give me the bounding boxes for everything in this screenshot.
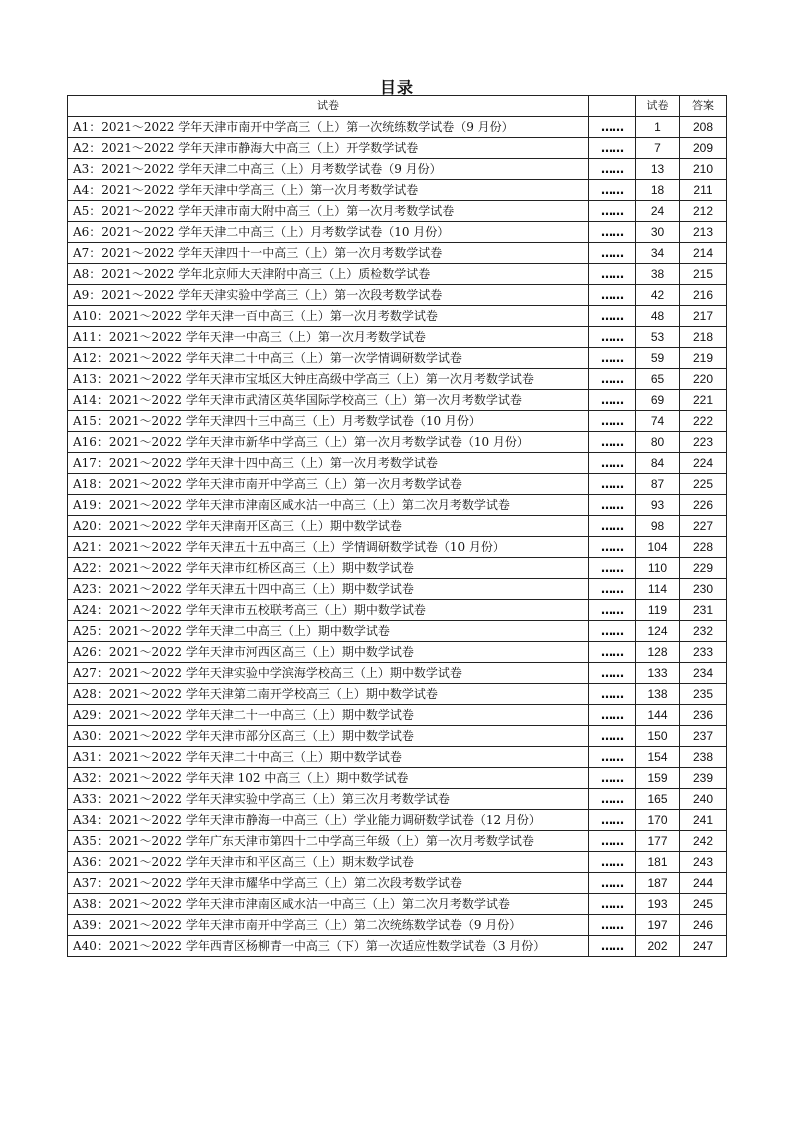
toc-answer-page: 231: [680, 600, 727, 621]
toc-entry-title: A26：2021～2022 学年天津市河西区高三（上）期中数学试卷: [68, 642, 589, 663]
toc-paper-page: 80: [636, 432, 680, 453]
toc-answer-page: 224: [680, 453, 727, 474]
toc-paper-page: 87: [636, 474, 680, 495]
toc-leader-dots: ……: [589, 390, 636, 411]
toc-row[interactable]: [68, 642, 727, 663]
toc-entry-title: A14：2021～2022 学年天津市武清区英华国际学校高三（上）第一次月考数学试卷: [68, 390, 589, 411]
toc-entry-title: A24：2021～2022 学年天津市五校联考高三（上）期中数学试卷: [68, 600, 589, 621]
toc-row[interactable]: [68, 432, 727, 453]
toc-leader-dots: ……: [589, 348, 636, 369]
toc-entry-title: A11：2021～2022 学年天津一中高三（上）第一次月考数学试卷: [68, 327, 589, 348]
toc-row[interactable]: [68, 852, 727, 873]
toc-paper-page: 114: [636, 579, 680, 600]
toc-paper-page: 144: [636, 705, 680, 726]
toc-entry-title: A27：2021～2022 学年天津实验中学滨海学校高三（上）期中数学试卷: [68, 663, 589, 684]
toc-answer-page: 214: [680, 243, 727, 264]
toc-leader-dots: ……: [589, 243, 636, 264]
toc-entry-title: A33：2021～2022 学年天津实验中学高三（上）第三次月考数学试卷: [68, 789, 589, 810]
toc-entry-title: A38：2021～2022 学年天津市津南区咸水沽一中高三（上）第二次月考数学试卷: [68, 894, 589, 915]
toc-entry-title: A5：2021～2022 学年天津市南大附中高三（上）第一次月考数学试卷: [68, 201, 589, 222]
toc-leader-dots: ……: [589, 516, 636, 537]
toc-paper-page: 128: [636, 642, 680, 663]
toc-paper-page: 13: [636, 159, 680, 180]
toc-row[interactable]: [68, 369, 727, 390]
toc-paper-page: 187: [636, 873, 680, 894]
toc-leader-dots: ……: [589, 705, 636, 726]
toc-paper-page: 110: [636, 558, 680, 579]
toc-answer-page: 225: [680, 474, 727, 495]
toc-row[interactable]: [68, 579, 727, 600]
toc-row[interactable]: [68, 516, 727, 537]
toc-entry-title: A40：2021～2022 学年西青区杨柳青一中高三（下）第一次适应性数学试卷（3 月份）: [68, 936, 589, 957]
toc-answer-page: 216: [680, 285, 727, 306]
toc-entry-title: A2：2021～2022 学年天津市静海大中高三（上）开学数学试卷: [68, 138, 589, 159]
toc-answer-page: 239: [680, 768, 727, 789]
toc-entry-title: A19：2021～2022 学年天津市津南区咸水沽一中高三（上）第二次月考数学试卷: [68, 495, 589, 516]
toc-leader-dots: ……: [589, 201, 636, 222]
toc-row[interactable]: [68, 936, 727, 957]
toc-paper-page: 93: [636, 495, 680, 516]
toc-row[interactable]: [68, 663, 727, 684]
toc-paper-page: 65: [636, 369, 680, 390]
toc-paper-page: 119: [636, 600, 680, 621]
toc-paper-page: 42: [636, 285, 680, 306]
toc-leader-dots: ……: [589, 894, 636, 915]
toc-paper-page: 24: [636, 201, 680, 222]
toc-answer-page: 237: [680, 726, 727, 747]
toc-paper-page: 165: [636, 789, 680, 810]
toc-paper-page: 38: [636, 264, 680, 285]
toc-paper-page: 133: [636, 663, 680, 684]
toc-row[interactable]: [68, 684, 727, 705]
toc-body: [68, 117, 727, 957]
toc-row[interactable]: [68, 264, 727, 285]
toc-leader-dots: ……: [589, 558, 636, 579]
toc-paper-page: 193: [636, 894, 680, 915]
toc-entry-title: A9：2021～2022 学年天津实验中学高三（上）第一次段考数学试卷: [68, 285, 589, 306]
toc-entry-title: A3：2021～2022 学年天津二中高三（上）月考数学试卷（9 月份）: [68, 159, 589, 180]
toc-answer-page: 226: [680, 495, 727, 516]
toc-row[interactable]: [68, 117, 727, 138]
toc-leader-dots: ……: [589, 579, 636, 600]
toc-entry-title: A17：2021～2022 学年天津十四中高三（上）第一次月考数学试卷: [68, 453, 589, 474]
toc-row[interactable]: [68, 348, 727, 369]
toc-paper-page: 124: [636, 621, 680, 642]
toc-row[interactable]: [68, 537, 727, 558]
toc-paper-page: 202: [636, 936, 680, 957]
toc-row[interactable]: [68, 747, 727, 768]
toc-answer-page: 221: [680, 390, 727, 411]
toc-answer-page: 213: [680, 222, 727, 243]
toc-row[interactable]: [68, 873, 727, 894]
toc-entry-title: A23：2021～2022 学年天津五十四中高三（上）期中数学试卷: [68, 579, 589, 600]
toc-header-row: [68, 96, 727, 117]
toc-entry-title: A16：2021～2022 学年天津市新华中学高三（上）第一次月考数学试卷（10 月份）: [68, 432, 589, 453]
toc-paper-page: 48: [636, 306, 680, 327]
toc-leader-dots: ……: [589, 873, 636, 894]
header-paper-page: 试卷: [636, 96, 680, 117]
toc-row[interactable]: [68, 726, 727, 747]
toc-leader-dots: ……: [589, 495, 636, 516]
toc-row[interactable]: [68, 789, 727, 810]
toc-leader-dots: ……: [589, 474, 636, 495]
toc-paper-page: 53: [636, 327, 680, 348]
toc-leader-dots: ……: [589, 180, 636, 201]
toc-entry-title: A1：2021～2022 学年天津市南开中学高三（上）第一次统练数学试卷（9 月份）: [68, 117, 589, 138]
toc-leader-dots: ……: [589, 936, 636, 957]
toc-leader-dots: ……: [589, 852, 636, 873]
toc-answer-page: 238: [680, 747, 727, 768]
toc-leader-dots: ……: [589, 600, 636, 621]
toc-leader-dots: ……: [589, 537, 636, 558]
toc-leader-dots: ……: [589, 159, 636, 180]
toc-leader-dots: ……: [589, 726, 636, 747]
toc-entry-title: A31：2021～2022 学年天津二十中高三（上）期中数学试卷: [68, 747, 589, 768]
toc-paper-page: 181: [636, 852, 680, 873]
toc-row[interactable]: [68, 138, 727, 159]
toc-answer-page: 244: [680, 873, 727, 894]
toc-leader-dots: ……: [589, 432, 636, 453]
toc-answer-page: 219: [680, 348, 727, 369]
toc-paper-page: 170: [636, 810, 680, 831]
toc-answer-page: 212: [680, 201, 727, 222]
toc-entry-title: A10：2021～2022 学年天津一百中高三（上）第一次月考数学试卷: [68, 306, 589, 327]
toc-paper-page: 1: [636, 117, 680, 138]
toc-paper-page: 98: [636, 516, 680, 537]
toc-answer-page: 245: [680, 894, 727, 915]
toc-row[interactable]: [68, 159, 727, 180]
toc-answer-page: 241: [680, 810, 727, 831]
toc-entry-title: A15：2021～2022 学年天津四十三中高三（上）月考数学试卷（10 月份）: [68, 411, 589, 432]
toc-row[interactable]: [68, 306, 727, 327]
toc-row[interactable]: [68, 243, 727, 264]
toc-entry-title: A6：2021～2022 学年天津二中高三（上）月考数学试卷（10 月份）: [68, 222, 589, 243]
toc-answer-page: 236: [680, 705, 727, 726]
toc-answer-page: 222: [680, 411, 727, 432]
toc-leader-dots: ……: [589, 327, 636, 348]
toc-entry-title: A29：2021～2022 学年天津二十一中高三（上）期中数学试卷: [68, 705, 589, 726]
toc-leader-dots: ……: [589, 642, 636, 663]
toc-answer-page: 233: [680, 642, 727, 663]
header-dots: [589, 96, 636, 117]
toc-row[interactable]: [68, 600, 727, 621]
toc-entry-title: A22：2021～2022 学年天津市红桥区高三（上）期中数学试卷: [68, 558, 589, 579]
toc-paper-page: 74: [636, 411, 680, 432]
toc-leader-dots: ……: [589, 810, 636, 831]
toc-paper-page: 7: [636, 138, 680, 159]
toc-leader-dots: ……: [589, 222, 636, 243]
toc-leader-dots: ……: [589, 684, 636, 705]
toc-leader-dots: ……: [589, 117, 636, 138]
toc-leader-dots: ……: [589, 264, 636, 285]
toc-entry-title: A28：2021～2022 学年天津第二南开学校高三（上）期中数学试卷: [68, 684, 589, 705]
toc-leader-dots: ……: [589, 453, 636, 474]
toc-answer-page: 210: [680, 159, 727, 180]
toc-answer-page: 220: [680, 369, 727, 390]
toc-paper-page: 18: [636, 180, 680, 201]
toc-entry-title: A34：2021～2022 学年天津市静海一中高三（上）学业能力调研数学试卷（12 月份）: [68, 810, 589, 831]
toc-leader-dots: ……: [589, 831, 636, 852]
toc-row[interactable]: [68, 915, 727, 936]
toc-row[interactable]: [68, 705, 727, 726]
toc-row[interactable]: [68, 474, 727, 495]
toc-paper-page: 159: [636, 768, 680, 789]
toc-row[interactable]: [68, 831, 727, 852]
toc-answer-page: 232: [680, 621, 727, 642]
toc-entry-title: A25：2021～2022 学年天津二中高三（上）期中数学试卷: [68, 621, 589, 642]
toc-leader-dots: ……: [589, 768, 636, 789]
header-answer-page: 答案: [680, 96, 727, 117]
toc-answer-page: 234: [680, 663, 727, 684]
toc-entry-title: A30：2021～2022 学年天津市部分区高三（上）期中数学试卷: [68, 726, 589, 747]
toc-row[interactable]: [68, 201, 727, 222]
toc-paper-page: 104: [636, 537, 680, 558]
toc-entry-title: A7：2021～2022 学年天津四十一中高三（上）第一次月考数学试卷: [68, 243, 589, 264]
toc-leader-dots: ……: [589, 747, 636, 768]
toc-entry-title: A36：2021～2022 学年天津市和平区高三（上）期末数学试卷: [68, 852, 589, 873]
toc-answer-page: 217: [680, 306, 727, 327]
toc-entry-title: A20：2021～2022 学年天津南开区高三（上）期中数学试卷: [68, 516, 589, 537]
toc-paper-page: 197: [636, 915, 680, 936]
toc-row[interactable]: [68, 327, 727, 348]
toc-leader-dots: ……: [589, 915, 636, 936]
toc-answer-page: 235: [680, 684, 727, 705]
toc-entry-title: A35：2021～2022 学年广东天津市第四十二中学高三年级（上）第一次月考数学试卷: [68, 831, 589, 852]
toc-answer-page: 211: [680, 180, 727, 201]
toc-row[interactable]: [68, 495, 727, 516]
toc-answer-page: 208: [680, 117, 727, 138]
toc-paper-page: 138: [636, 684, 680, 705]
toc-answer-page: 228: [680, 537, 727, 558]
toc-answer-page: 246: [680, 915, 727, 936]
toc-leader-dots: ……: [589, 663, 636, 684]
toc-leader-dots: ……: [589, 369, 636, 390]
page-title: 目录: [379, 78, 414, 97]
toc-paper-page: 154: [636, 747, 680, 768]
toc-entry-title: A39：2021～2022 学年天津市南开中学高三（上）第二次统练数学试卷（9 月份）: [68, 915, 589, 936]
toc-paper-page: 150: [636, 726, 680, 747]
toc-answer-page: 240: [680, 789, 727, 810]
toc-leader-dots: ……: [589, 306, 636, 327]
toc-paper-page: 177: [636, 831, 680, 852]
toc-row[interactable]: [68, 558, 727, 579]
toc-row[interactable]: [68, 411, 727, 432]
toc-entry-title: A13：2021～2022 学年天津市宝坻区大钟庄高级中学高三（上）第一次月考数学试卷: [68, 369, 589, 390]
toc-answer-page: 230: [680, 579, 727, 600]
toc-answer-page: 247: [680, 936, 727, 957]
toc-paper-page: 34: [636, 243, 680, 264]
toc-paper-page: 30: [636, 222, 680, 243]
toc-answer-page: 215: [680, 264, 727, 285]
toc-leader-dots: ……: [589, 138, 636, 159]
toc-answer-page: 243: [680, 852, 727, 873]
toc-row[interactable]: [68, 390, 727, 411]
toc-entry-title: A4：2021～2022 学年天津中学高三（上）第一次月考数学试卷: [68, 180, 589, 201]
toc-answer-page: 209: [680, 138, 727, 159]
toc-answer-page: 223: [680, 432, 727, 453]
toc-entry-title: A21：2021～2022 学年天津五十五中高三（上）学情调研数学试卷（10 月份）: [68, 537, 589, 558]
header-paper-name: 试卷: [68, 96, 589, 117]
toc-table: [67, 95, 727, 957]
toc-row[interactable]: [68, 894, 727, 915]
toc-entry-title: A12：2021～2022 学年天津二十中高三（上）第一次学情调研数学试卷: [68, 348, 589, 369]
toc-answer-page: 218: [680, 327, 727, 348]
toc-entry-title: A37：2021～2022 学年天津市耀华中学高三（上）第二次段考数学试卷: [68, 873, 589, 894]
toc-entry-title: A18：2021～2022 学年天津市南开中学高三（上）第一次月考数学试卷: [68, 474, 589, 495]
toc-row[interactable]: [68, 453, 727, 474]
toc-answer-page: 242: [680, 831, 727, 852]
toc-leader-dots: ……: [589, 621, 636, 642]
toc-entry-title: A32：2021～2022 学年天津 102 中高三（上）期中数学试卷: [68, 768, 589, 789]
toc-leader-dots: ……: [589, 285, 636, 306]
toc-answer-page: 229: [680, 558, 727, 579]
toc-row[interactable]: [68, 768, 727, 789]
toc-leader-dots: ……: [589, 789, 636, 810]
toc-leader-dots: ……: [589, 411, 636, 432]
toc-row[interactable]: [68, 810, 727, 831]
toc-answer-page: 227: [680, 516, 727, 537]
toc-row[interactable]: [68, 180, 727, 201]
toc-paper-page: 69: [636, 390, 680, 411]
toc-row[interactable]: [68, 222, 727, 243]
toc-entry-title: A8：2021～2022 学年北京师大天津附中高三（上）质检数学试卷: [68, 264, 589, 285]
toc-row[interactable]: [68, 285, 727, 306]
toc-row[interactable]: [68, 621, 727, 642]
toc-paper-page: 84: [636, 453, 680, 474]
toc-paper-page: 59: [636, 348, 680, 369]
